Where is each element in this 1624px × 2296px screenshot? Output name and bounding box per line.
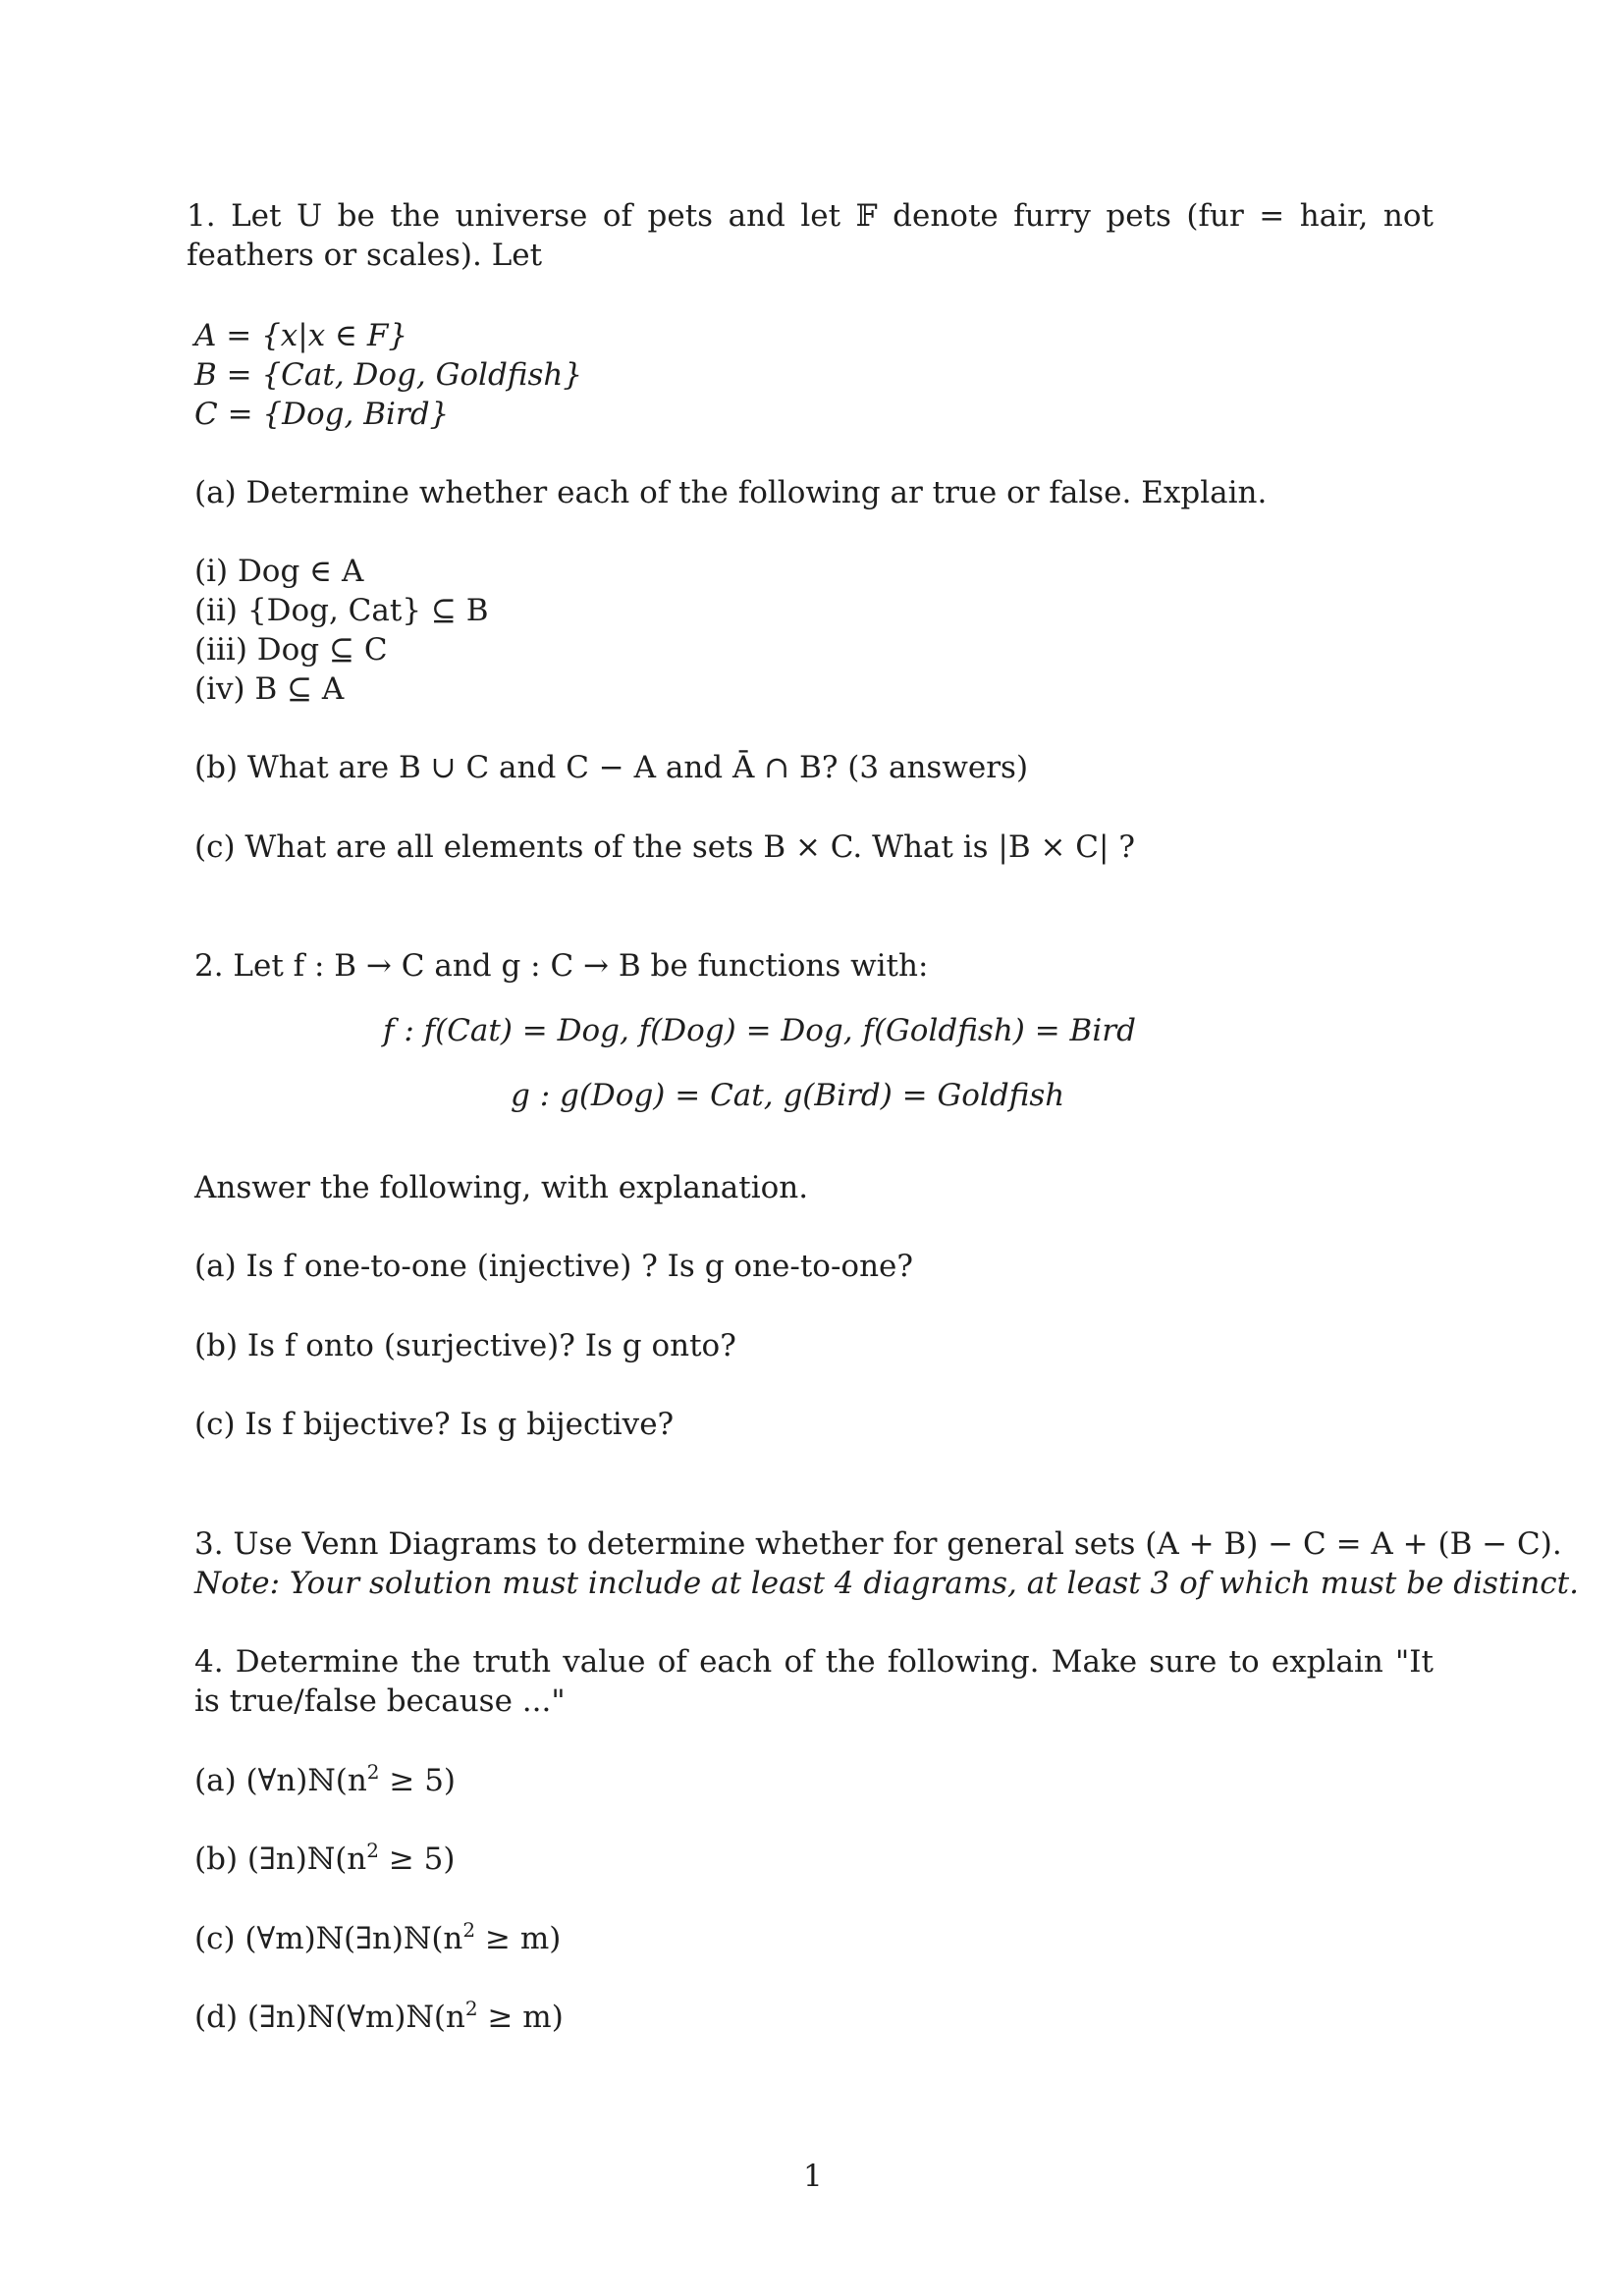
q1-item-iv: (iv) B ⊆ A	[194, 671, 345, 707]
q3-note: Note: Your solution must include at least 4 diagrams, at least 3 of which must be distinct.	[194, 1566, 1579, 1601]
q4-part-c-rest: ≥ m)	[475, 1921, 562, 1956]
q2-f-definition: f : f(Cat) = Dog, f(Dog) = Dog, f(Goldfish) = Bird	[383, 1013, 1136, 1048]
q4-part-a-rest: ≥ 5)	[379, 1763, 457, 1798]
q1-set-a: A = {x|x ∈ F}	[194, 318, 408, 353]
q4-part-d-rest: ≥ m)	[477, 2000, 564, 2035]
q1-set-b: B = {Cat, Dog, Goldfish}	[194, 357, 583, 393]
q4-part-c-exponent: 2	[462, 1918, 476, 1942]
q1-part-a: (a) Determine whether each of the following ar true or false. Explain.	[194, 475, 1268, 510]
q1-set-c: C = {Dog, Bird}	[194, 397, 450, 432]
q4-part-a-text: (a) (∀n)ℕ(n	[194, 1763, 367, 1798]
q4-part-a	[194, 1761, 456, 1800]
q4-part-d	[194, 1998, 564, 2037]
q4-part-c-text: (c) (∀m)ℕ(∃n)ℕ(n	[194, 1921, 463, 1956]
q4-paragraph: 4. Determine the truth value of each of the following. Make sure to explain "It is true/false because ..."	[194, 1644, 1434, 1719]
q4-part-d-text: (d) (∃n)ℕ(∀m)ℕ(n	[194, 2000, 465, 2035]
q1-item-iii: (iii) Dog ⊆ C	[194, 632, 388, 667]
q2-intro: 2. Let f : B → C and g : C → B be functions with:	[194, 948, 929, 984]
q1-item-ii: (ii) {Dog, Cat} ⊆ B	[194, 593, 489, 628]
q2-part-c: (c) Is f bijective? Is g bijective?	[194, 1407, 675, 1442]
q4-part-b-text: (b) (∃n)ℕ(n	[194, 1842, 367, 1877]
q4-part-c	[194, 1919, 561, 1958]
q1-part-c: (c) What are all elements of the sets B × C. What is |B × C| ?	[194, 829, 1135, 865]
q2-part-b: (b) Is f onto (surjective)? Is g onto?	[194, 1328, 736, 1363]
q1-paragraph: 1. Let U be the universe of pets and let 𝔽 denote furry pets (fur = hair, not feathers or scales). Let	[187, 198, 1434, 273]
q2-answer-prompt: Answer the following, with explanation.	[194, 1170, 809, 1205]
q2-g-definition: g : g(Dog) = Cat, g(Bird) = Goldfish	[511, 1078, 1065, 1113]
q4-part-a-exponent: 2	[366, 1760, 380, 1784]
q4-part-b-exponent: 2	[366, 1839, 379, 1862]
q3-statement: 3. Use Venn Diagrams to determine whether for general sets (A + B) − C = A + (B − C).	[194, 1526, 1562, 1562]
q1-part-b: (b) What are B ∪ C and C − A and Ā ∩ B? (3 answers)	[194, 750, 1029, 785]
q1-item-i: (i) Dog ∈ A	[194, 554, 364, 589]
page-number: 1	[803, 2159, 823, 2194]
q4-part-b	[194, 1840, 456, 1879]
q2-part-a: (a) Is f one-to-one (injective) ? Is g one-to-one?	[194, 1249, 914, 1284]
q4-part-b-rest: ≥ 5)	[379, 1842, 456, 1877]
q4-part-d-exponent: 2	[464, 1997, 478, 2020]
